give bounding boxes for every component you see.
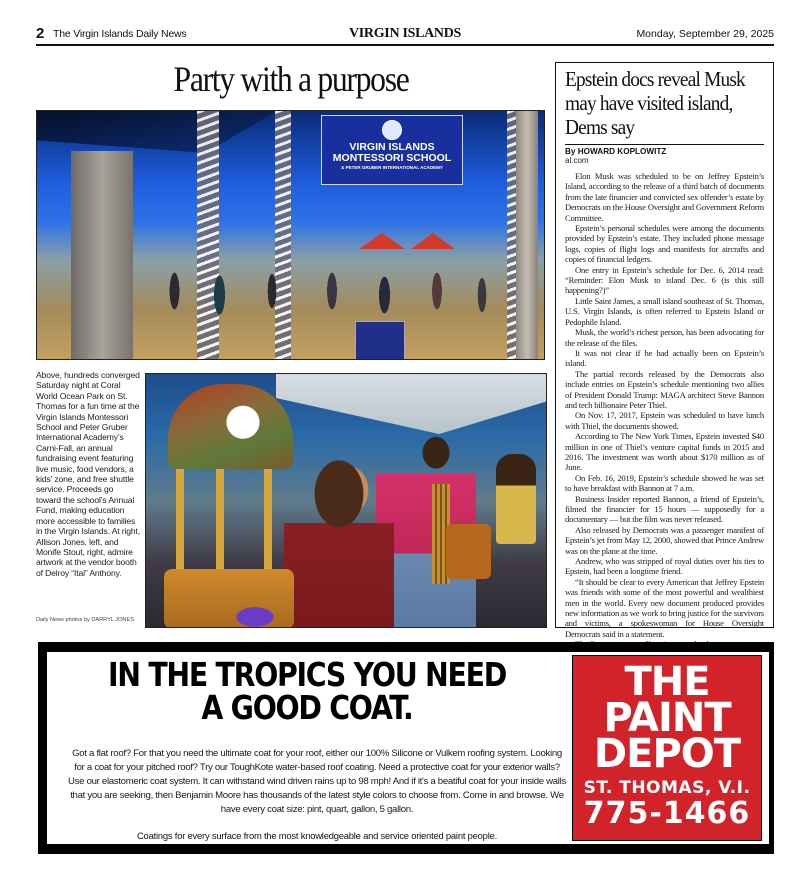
handbag [446, 524, 491, 579]
stone-pillar [516, 111, 538, 360]
ad-phone: 775-1466 [583, 796, 751, 831]
photo-caption: Above, hundreds converged Saturday night at Coral World Ocean Park on St. Thomas for a fun time at the Virgin Islands Montessori School and Peter Gruber International Academy’s Carni-Fall, an annual fundraising event featuring live music, food vendors, a kids’ zone, and free shuttle service. Proceeds go toward the school’s Annual Fund, making education more accessible to families in the Virgin Islands. At right, Allison Jones, left, and Monife Stout, right, admire artwork at the vendor booth of Delroy “Ital” Anthony. [36, 370, 140, 578]
ad-headline: IN THE TROPICS YOU NEED A GOOD COAT. [108, 655, 506, 727]
red-tent [359, 233, 405, 249]
info-signboard [355, 321, 405, 360]
painted-lamp-base [164, 569, 294, 628]
issue-date: Monday, September 29, 2025 [636, 28, 774, 40]
photo-credit: Daily News photos by DARRYL JONES [36, 617, 134, 623]
headline-rule [565, 144, 764, 145]
story-paragraph: Epstein’s personal schedules were among the documents provided by Epstein’s estate. They included phone message logs, copies of flight logs and manifests for aircrafts and copies of financial ledgers. [565, 223, 764, 265]
story-paragraph: On Nov. 17, 2017, Epstein was scheduled to have lunch with Thiel, the documents showed. [565, 410, 764, 431]
story-paragraph: Andrew, who was stripped of royal duties over his ties to Epstein, had been a longtime friend. [565, 556, 764, 577]
story-paragraph: Also released by Democrats was a passenger manifest of Epstein’s jet from May 12, 2000, showed that Prince Andrew was on the plane at the time. [565, 524, 764, 556]
story-paragraph: On Feb. 16, 2019, Epstein’s schedule showed he was set to have breakfast with Bannon at 7 a.m. [565, 472, 764, 494]
page-number: 2 [36, 25, 45, 42]
school-banner: VIRGIN ISLANDS MONTESSORI SCHOOL & PETER GRUBER INTERNATIONAL ACADEMY [321, 115, 463, 185]
story-source: al.com [565, 156, 589, 165]
story-paragraph: Elon Musk was scheduled to be on Jeffrey Epstein’s Island, according to the release of a third batch of documents from the late financier and convicted sex offender’s estate by Democrats on the House Oversight and Government Reform Committee. [565, 171, 764, 223]
story-paragraph: According to The New York Times, Epstein invested $40 million in one of Thiel’s venture capital funds in 2015 and 2016. The investment was worth about $170 million as of June. [565, 431, 764, 473]
feature-headline: Party with a purpose [173, 59, 409, 99]
ad-panel [47, 652, 769, 844]
story-paragraph: “It should be clear to every American that Jeffrey Epstein was friends with some of the most powerful and wealthiest men in the world. Every new document produced provides new information as we work to bring justice for the survivors and victims, a spokeswoman for House Oversight Democrats said in a statement. [565, 576, 764, 639]
vendor-booth-photo [145, 373, 547, 628]
painted-lamp-artwork [168, 384, 293, 469]
crowd [137, 251, 512, 331]
story-body [565, 171, 764, 650]
school-logo-icon [382, 120, 402, 140]
ad-tagline: Coatings for every surface from the most knowledgeable and service oriented paint people. [136, 830, 497, 841]
person-allison-jones [284, 436, 394, 628]
umbrella-canopy [37, 111, 277, 153]
red-tent [411, 233, 455, 249]
epstein-story [555, 62, 774, 639]
story-headline: Epstein docs reveal Musk may have visited island, Dems say [565, 67, 745, 139]
paper-name: The Virgin Islands Daily News [53, 28, 187, 40]
story-paragraph: Musk, the world’s richest person, has been advocating for the release of the files. [565, 327, 764, 348]
lamp-pole [176, 469, 184, 579]
section-name: VIRGIN ISLANDS [348, 26, 462, 41]
festival-crowd-photo [36, 110, 545, 360]
craft-doll [496, 454, 536, 544]
story-paragraph: Little Saint James, a small island southeast of St. Thomas, U.S. Virgin Islands, is often referred to Epstein Island or Pedophile Island. [565, 295, 764, 327]
story-paragraph: The partial records released by the Democrats also include entries on Epstein’s schedule mentioning two allies of President Donald Trump: MAGA architect Steve Bannon and tech billionaire Peter Thiel. [565, 368, 764, 410]
page-folio [36, 24, 774, 46]
story-byline: By HOWARD KOPLOWITZ [565, 147, 667, 156]
lamp-pole [264, 469, 272, 579]
story-paragraph: Business Insider reported Bannon, a friend of Epstein’s, filmed the financier for 15 hours — supposedly for a documentary — but the film was never released. [565, 493, 764, 525]
ad-location: ST. THOMAS, V.I. [583, 778, 751, 798]
ad-body-copy: Got a flat roof? For that you need the ultimate coat for your roof, either our 100% Silicone or Vulkem roofing system. Looking for a coat for your pitched roof? Try our ToughKote water-based roof coating. Need a protective coat for your exterior walls? Use our elastomeric coat system. It can withstand wind driven rains up to 98 mph! And if it's a beatiful coat for your inside walls that you are seeking, then Benjamin Moore has thousands of the latest style colors to choose from. Come in and browse. We have every coat size: pint, quart, gallon, 5 gallon. [68, 748, 566, 815]
paint-depot-ad [38, 642, 774, 854]
stone-pillar [71, 151, 133, 360]
paint-depot-logo: THE PAINT DEPOT ST. THOMAS, V.I. 775-1466 [572, 655, 762, 841]
lamp-pole [216, 469, 224, 579]
story-paragraph: It was not clear if he had actually been on Epstein’s island. [565, 347, 764, 369]
story-paragraph: One entry in Epstein’s schedule for Dec. 6, 2014 read: “Reminder: Elon Musk to island Dec. 6 (is this still happening?)” [565, 264, 764, 296]
